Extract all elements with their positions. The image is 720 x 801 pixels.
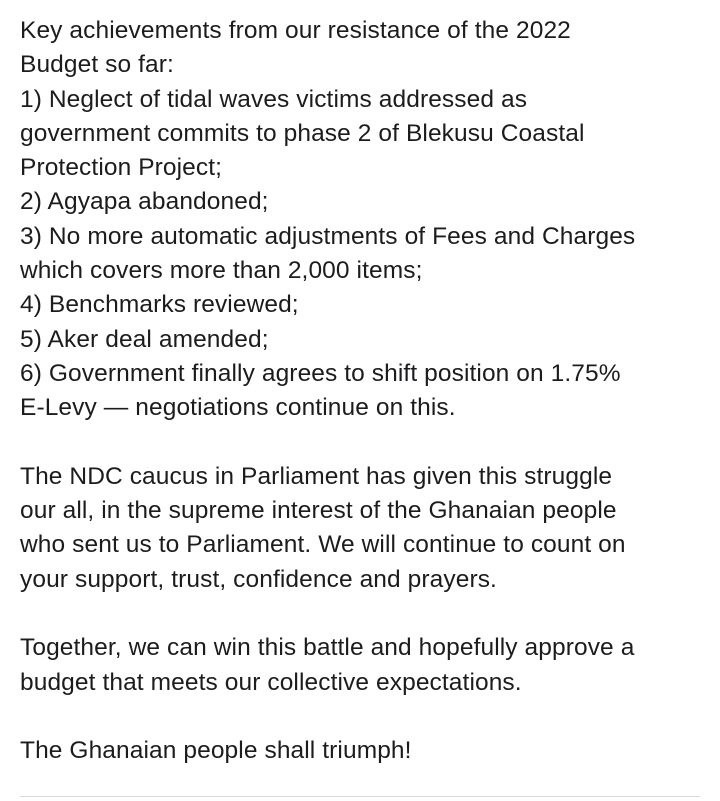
paragraph-gap [20, 426, 710, 460]
list-item-1: 1) Neglect of tidal waves victims addressed as government commits to phase 2 of Blekusu Coastal Protection Project; [20, 85, 585, 182]
paragraph-caucus: The NDC caucus in Parliament has given this struggle our all, in the supreme interest of the Ghanaian people who sent us to Parliament. We will continue to count on your support, trust, confidence and prayers. [20, 462, 626, 593]
list-item-2: 2) Agyapa abandoned; [20, 188, 269, 216]
paragraph-together: Together, we can win this battle and hopefully approve a budget that meets our collective expectations. [20, 634, 635, 696]
post-body [20, 14, 710, 769]
post-intro: Key achievements from our resistance of the 2022 Budget so far: [20, 17, 571, 79]
list-item-3: 3) No more automatic adjustments of Fees and Charges which covers more than 2,000 items; [20, 222, 636, 285]
paragraph-gap [20, 597, 710, 631]
list-item-6: 6) Government finally agrees to shift position on 1.75% E-Levy — negotiations continue on this. [20, 359, 621, 422]
divider [20, 796, 700, 797]
paragraph-gap [20, 700, 710, 734]
list-item-4: 4) Benchmarks reviewed; [20, 291, 299, 319]
list-item-5: 5) Aker deal amended; [20, 325, 269, 353]
closing-line: The Ghanaian people shall triumph! [20, 737, 412, 765]
